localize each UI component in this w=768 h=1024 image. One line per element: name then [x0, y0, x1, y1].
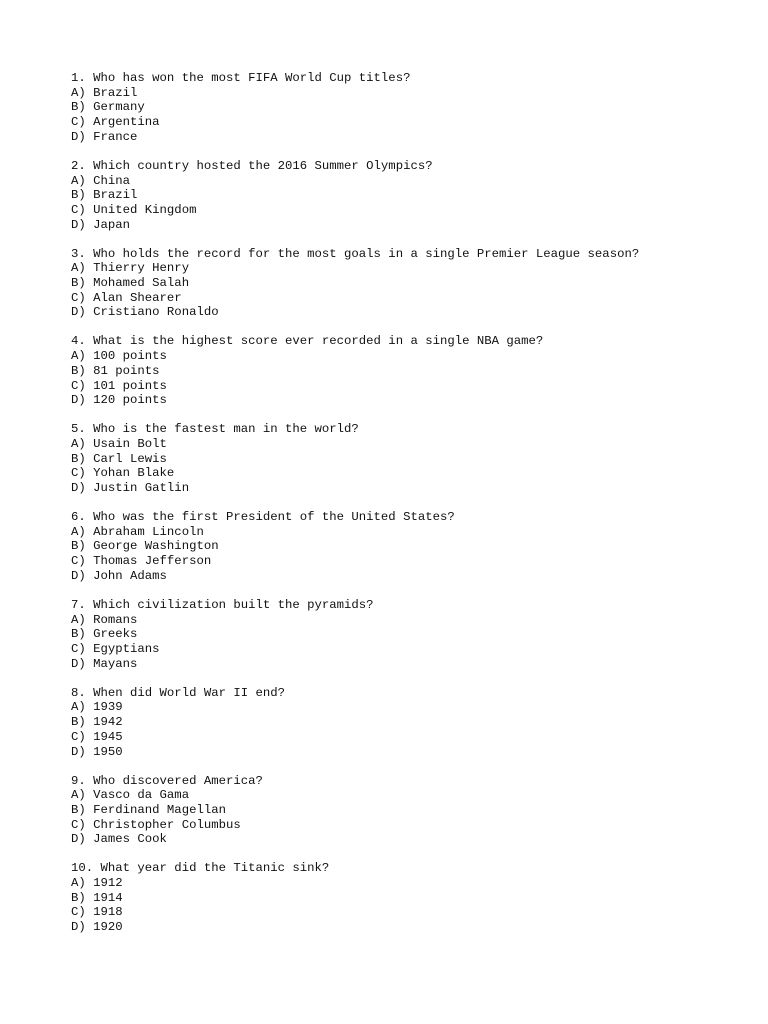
answer-option: D) Cristiano Ronaldo	[71, 305, 219, 320]
answer-option: B) 1914	[71, 890, 123, 905]
question-block	[71, 334, 751, 408]
answer-option: B) Brazil	[71, 188, 138, 203]
question-prompt: 10. What year did the Titanic sink?	[71, 861, 330, 876]
answer-option: B) Ferdinand Magellan	[71, 802, 226, 817]
question-prompt: 1. Who has won the most FIFA World Cup titles?	[71, 71, 411, 85]
question-prompt: 3. Who holds the record for the most goals in a single Premier League season?	[71, 246, 640, 261]
answer-option: D) James Cook	[71, 832, 167, 847]
answer-option: D) 1950	[71, 744, 123, 759]
answer-option: C) Christopher Columbus	[71, 817, 241, 832]
question-prompt: 7. Which civilization built the pyramids?	[71, 597, 374, 612]
answer-option: C) 1945	[71, 729, 123, 744]
answer-option: A) 1939	[71, 700, 123, 715]
question-block	[71, 686, 751, 760]
answer-option: A) Romans	[71, 612, 138, 627]
question-prompt: 4. What is the highest score ever recorded in a single NBA game?	[71, 334, 544, 349]
answer-option: D) John Adams	[71, 568, 167, 583]
answer-option: C) Alan Shearer	[71, 290, 182, 305]
answer-option: A) Brazil	[71, 85, 138, 100]
question-block	[71, 510, 751, 584]
question-block	[71, 774, 751, 848]
answer-option: C) Egyptians	[71, 641, 160, 656]
answer-option: A) Vasco da Gama	[71, 788, 190, 803]
answer-option: B) Germany	[71, 100, 145, 115]
question-block	[71, 422, 751, 496]
answer-option: A) Thierry Henry	[71, 261, 190, 276]
answer-option: C) United Kingdom	[71, 202, 197, 217]
question-block	[71, 247, 751, 321]
answer-option: A) 100 points	[71, 349, 167, 364]
question-block	[71, 861, 751, 935]
answer-option: D) 1920	[71, 920, 123, 935]
question-prompt: 5. Who is the fastest man in the world?	[71, 422, 359, 437]
answer-option: D) Mayans	[71, 656, 138, 671]
answer-option: B) 1942	[71, 715, 123, 730]
question-block	[71, 159, 751, 233]
answer-option: D) 120 points	[71, 393, 167, 408]
answer-option: B) 81 points	[71, 363, 160, 378]
answer-option: D) France	[71, 129, 138, 144]
answer-option: C) Argentina	[71, 115, 160, 130]
answer-option: A) Usain Bolt	[71, 436, 167, 451]
question-prompt: 8. When did World War II end?	[71, 685, 286, 700]
answer-option: D) Japan	[71, 217, 131, 232]
question-block	[71, 71, 751, 145]
answer-option: B) Greeks	[71, 627, 138, 642]
answer-option: A) Abraham Lincoln	[71, 524, 204, 539]
answer-option: C) 101 points	[71, 378, 167, 393]
question-prompt: 9. Who discovered America?	[71, 773, 263, 788]
answer-option: C) Yohan Blake	[71, 466, 175, 481]
answer-option: C) Thomas Jefferson	[71, 554, 212, 569]
answer-option: A) 1912	[71, 876, 123, 891]
answer-option: C) 1918	[71, 905, 123, 920]
question-prompt: 6. Who was the first President of the United States?	[71, 510, 455, 525]
answer-option: B) Carl Lewis	[71, 451, 167, 466]
answer-option: D) Justin Gatlin	[71, 481, 190, 496]
quiz-document	[71, 71, 751, 949]
answer-option: A) China	[71, 173, 131, 188]
question-prompt: 2. Which country hosted the 2016 Summer Olympics?	[71, 158, 433, 173]
answer-option: B) Mohamed Salah	[71, 276, 190, 291]
question-block	[71, 598, 751, 672]
answer-option: B) George Washington	[71, 539, 219, 554]
